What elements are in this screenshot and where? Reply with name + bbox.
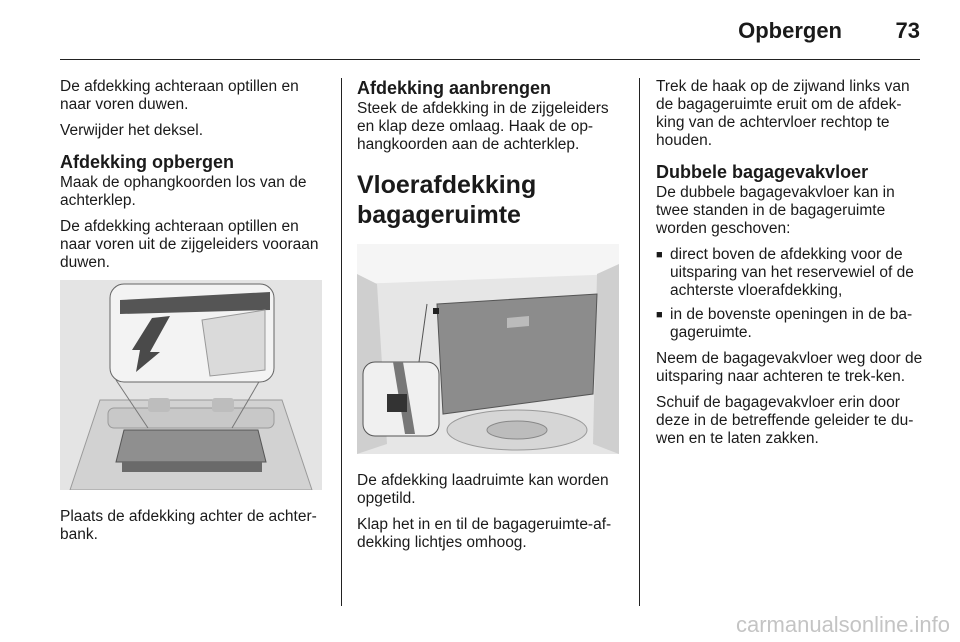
column-right [656,78,924,456]
paragraph: Plaats de afdekking achter de achter-bank. [60,508,317,543]
section-heading: Dubbele bagagevakvloer [656,162,869,182]
column-middle [357,78,622,560]
header-divider [60,59,920,60]
paragraph: Neem de bagagevakvloer weg door de uitsparing naar achteren te trek-ken. [656,350,923,385]
paragraph: Trek de haak op de zijwand links van de bagageruimte eruit om de afdek-king van de achtervloer rechtop te houden. [656,78,910,149]
list-item: ■ direct boven de afdekking voor de uitsparing van het reservewiel of de achterste vloerafdekking, [656,246,924,300]
paragraph: De dubbele bagagevakvloer kan in twee standen in de bagageruimte worden geschoven: [656,184,895,237]
page-number: 73 [895,18,920,43]
paragraph: De afdekking achteraan optillen en naar voren uit de zijgeleiders vooraan duwen. [60,218,319,271]
bullet-list [656,246,924,342]
load-floor-cover-illustration [357,244,619,454]
page-title: Opbergen [738,18,842,43]
paragraph: Steek de afdekking in de zijgeleiders en klap deze omlaag. Haak de op-hangkoorden aan de achterklep. [357,100,609,153]
column-left [60,78,325,552]
paragraph: De afdekking laadruimte kan worden opgetild. [357,472,609,507]
watermark: carmanualsonline.info [735,612,950,637]
section-heading: Afdekking aanbrengen [357,78,552,98]
page-header [0,0,960,60]
column-divider [341,78,342,606]
paragraph: De afdekking achteraan optillen en naar voren duwen. [60,78,299,113]
column-divider [639,78,640,606]
paragraph: Schuif de bagagevakvloer erin door deze in de betreffende geleider te du-wen en te laten zakken. [656,394,914,447]
paragraph: Verwijder het deksel. [60,122,204,139]
chapter-heading: Vloerafdekking bagageruimte [357,171,537,229]
paragraph: Maak de ophangkoorden los van de achterklep. [60,174,307,209]
section-heading: Afdekking opbergen [60,152,235,172]
paragraph: Klap het in en til de bagageruimte-af-dekking lichtjes omhoog. [357,516,612,551]
list-item: ■ in de bovenste openingen in de ba-gageruimte. [656,306,924,342]
cargo-cover-illustration [60,280,322,490]
